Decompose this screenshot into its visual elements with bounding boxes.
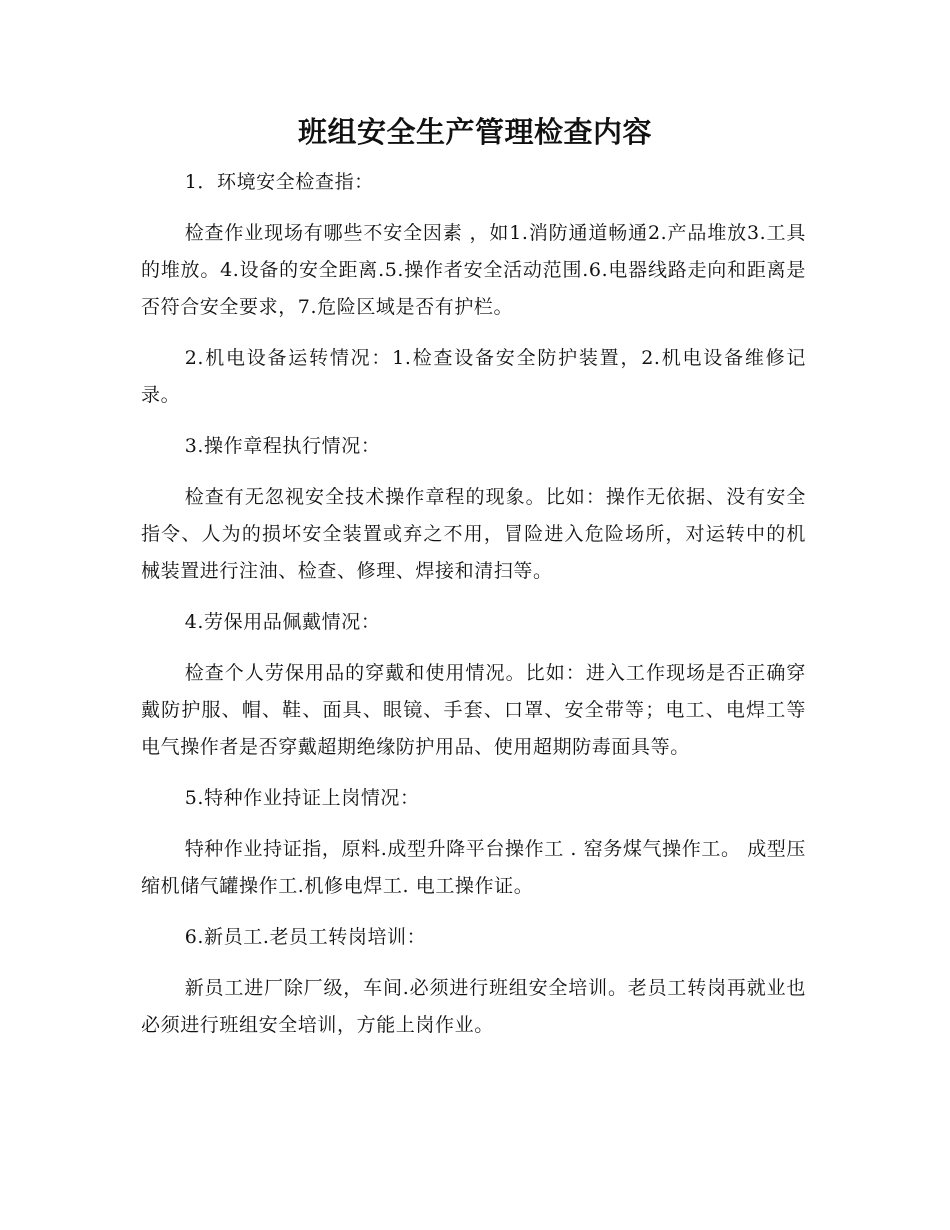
paragraph-procedures-details: 检查有无忽视安全技术操作章程的现象。比如：操作无依据、没有安全指令、人为的损坏安全装置或弃之不用，冒险进入危险场所，对运转中的机械装置进行注油、检查、修理、焊接和清扫等。 <box>141 486 806 582</box>
paragraph-environment-details: 检查作业现场有哪些不安全因素 ，如1.消防通道畅通2.产品堆放3.工具的堆放。4.设备的安全距离.5.操作者安全活动范围.6.电器线路走向和距离是否符合安全要求，7.危险区域是否有护栏。 <box>141 222 806 318</box>
document-title: 班组安全生产管理检查内容 <box>297 115 652 149</box>
section-heading-environment: 1．环境安全检查指： <box>184 171 374 193</box>
paragraph-ppe-details: 检查个人劳保用品的穿戴和使用情况。比如：进入工作现场是否正确穿戴防护服、帽、鞋、面具、眼镜、手套、口罩、安全带等；电工、电焊工等电气操作者是否穿戴超期绝缘防护用品、使用超期防毒面具等。 <box>141 662 806 758</box>
section-heading-procedures: 3.操作章程执行情况： <box>184 435 381 457</box>
document-body <box>141 164 806 1058</box>
section-heading-special-operations: 5.特种作业持证上岗情况： <box>184 787 420 809</box>
section-equipment-operation: 2.机电设备运转情况：1.检查设备安全防护装置，2.机电设备维修记录。 <box>141 347 806 406</box>
section-heading-training: 6.新员工.老员工转岗培训： <box>184 926 427 948</box>
section-heading-ppe: 4.劳保用品佩戴情况： <box>184 611 381 633</box>
paragraph-special-operations-details: 特种作业持证指，原料.成型升降平台操作工 . 窑务煤气操作工。 成型压缩机储气罐操作工.机修电焊工. 电工操作证。 <box>141 838 806 897</box>
paragraph-training-details: 新员工进厂除厂级，车间.必须进行班组安全培训。老员工转岗再就业也必须进行班组安全培训，方能上岗作业。 <box>141 977 806 1036</box>
